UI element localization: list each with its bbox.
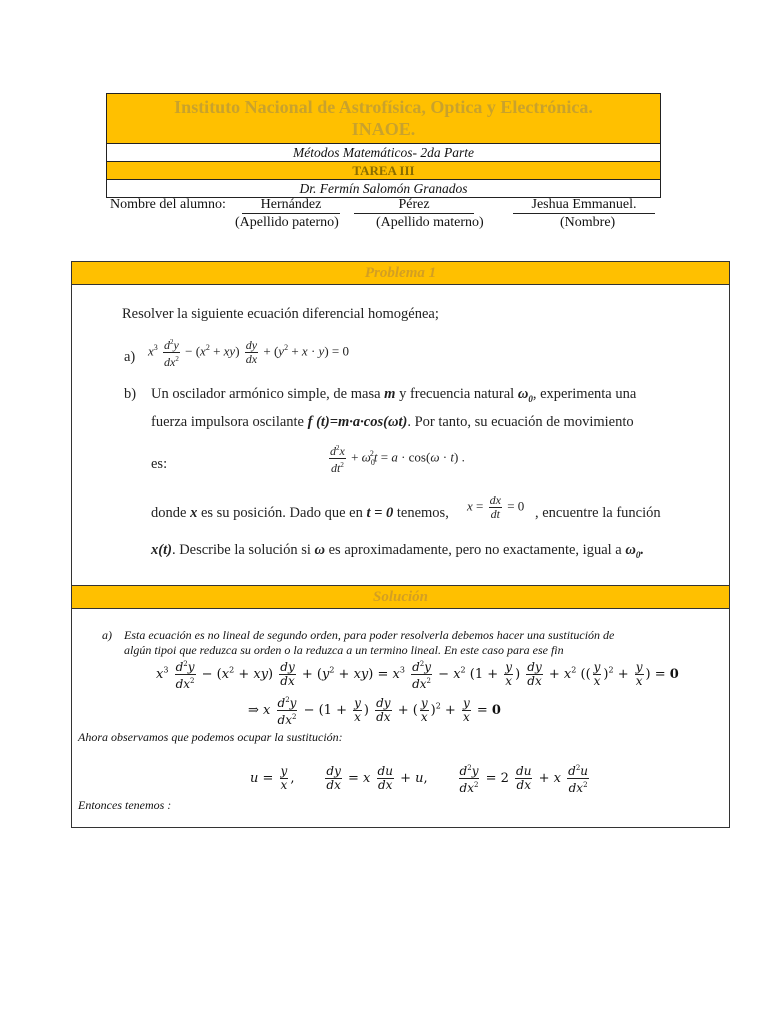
solution-para1-line2: algún tipoi que reduzca su orden o la reduzca a un termino lineal. En este caso para ese fin <box>124 643 564 657</box>
professor-name: Dr. Fermín Salomón Granados <box>107 180 661 198</box>
b-line4-mid2: tenemos, <box>393 505 449 521</box>
student-nombre: Jeshua Emmanuel. <box>513 197 655 214</box>
b-line5-mid: . Describe la solución si <box>171 542 315 558</box>
b-line2-post: . Por tanto, su ecuación de movimiento <box>407 414 634 430</box>
problem-b-line1: Un oscilador armónico simple, de masa m y frecuencia natural $\omega_0$, experimenta una <box>151 386 637 404</box>
omega0-symbol: ω <box>517 386 529 402</box>
problem-b-line2 <box>151 414 634 431</box>
institute-line1: Instituto Nacional de Astrofísica, Optica y Electrónica. <box>174 97 593 117</box>
student-label: Nombre del alumno: <box>110 197 226 212</box>
omega0-symbol-end: ω <box>625 542 636 558</box>
caption-materno: (Apellido materno) <box>376 215 484 230</box>
assignment-title: TAREA III <box>107 162 661 180</box>
solution-title: Solución <box>72 586 729 609</box>
student-materno: Pérez <box>354 197 474 214</box>
solution-equation-1: $x^3$ $\frac{d^2y}{dx^2}$ − $(x^2 + xy)$ $\frac{dy}{dx}$ + $(y^2 + xy) = x^3$ $\frac{d^2y}{dx^2}$ − $x^2$ (1 + $\frac{y}{x}$ ) $\frac{dy}{dx}$ + $x^2$ (( $\frac{y}{x}$ )$^2$ + $\frac{y}{x}$ ) = 0 <box>156 660 679 691</box>
substitution-equation: u = $\frac{y}{x}$ , $\frac{dy}{dx}$ = x $\frac{du}{dx}$ + u, $\frac{d^2y}{dx^2}$ = 2 $\frac{du}{dx}$ + x $\frac{d^2u}{dx^2}$ <box>250 764 589 795</box>
caption-paterno: (Apellido paterno) <box>235 215 339 230</box>
solution-para1-line1: Esta ecuación es no lineal de segundo orden, para poder resolverla debemos hacer una sustitución de <box>124 628 615 642</box>
solution-then: Entonces tenemos : <box>78 798 172 812</box>
problem-intro: Resolver la siguiente ecuación diferencial homogénea; <box>122 306 439 322</box>
problem-title: Problema 1 <box>72 262 729 285</box>
b-line1-pre: Un oscilador armónico simple, de masa <box>151 386 385 402</box>
b-line1-mid: y frecuencia natural <box>395 386 518 402</box>
problem-a-label: a) <box>124 349 136 365</box>
motion-equation: $\frac{d^2x}{dt^2}$ + $\omega_0^2t = a \cdot \cos(\omega \cdot t)$ . <box>330 444 465 475</box>
caption-nombre: (Nombre) <box>560 215 616 230</box>
function-xt: x(t) <box>151 542 172 558</box>
problem-b-line3: es: <box>151 456 168 472</box>
problem-b-line4 <box>151 505 449 522</box>
problem-b-line5: x(t). Describe la solución si ω es aproximadamente, pero no exactamente, igual a $\omega_0$. <box>151 542 644 560</box>
b-line2-pre: fuerza impulsora oscilante <box>151 414 308 430</box>
b-line4-mid: es su posición. Dado que en <box>197 505 367 521</box>
course-name: Métodos Matemáticos- 2da Parte <box>107 144 661 162</box>
b-line5-post: es aproximadamente, pero no exactamente, igual a <box>325 542 626 558</box>
institute-line2: INAOE. <box>351 119 416 139</box>
header-table <box>106 93 661 198</box>
b-line4-pre: donde <box>151 505 191 521</box>
institute-title <box>107 94 661 144</box>
solution-bar <box>72 585 729 609</box>
student-paterno: Hernández <box>242 197 340 214</box>
initial-time: t = 0 <box>366 505 394 521</box>
solution-a-label: a) <box>102 628 112 642</box>
position-symbol: x <box>190 505 198 521</box>
b-line1-post: , experimenta una <box>532 386 637 402</box>
problem-a-equation: $x^3$ $\frac{d^2y}{dx^2}$ − $(x^2 + xy)$ $\frac{dy}{dx}$ + $(y^2 + x \cdot y) = 0$ <box>148 338 349 369</box>
problem-b-label: b) <box>124 386 137 402</box>
initial-condition: x = $\frac{dx}{dt}$ = 0 <box>467 493 525 521</box>
omega-symbol: ω <box>314 542 325 558</box>
solution-equation-2: ⇒ x $\frac{d^2y}{dx^2}$ − (1 + $\frac{y}{x}$ ) $\frac{dy}{dx}$ + ( $\frac{y}{x}$ )$^2$ + $\frac{y}{x}$ = 0 <box>248 696 501 727</box>
solution-observe: Ahora observamos que podemos ocupar la sustitución: <box>78 730 343 744</box>
mass-symbol: m <box>384 386 396 402</box>
driving-force: f (t)=m·a·cos(ωt) <box>307 414 408 430</box>
problem-b-line4-post: , encuentre la función <box>535 505 661 521</box>
problem-box <box>71 261 730 828</box>
